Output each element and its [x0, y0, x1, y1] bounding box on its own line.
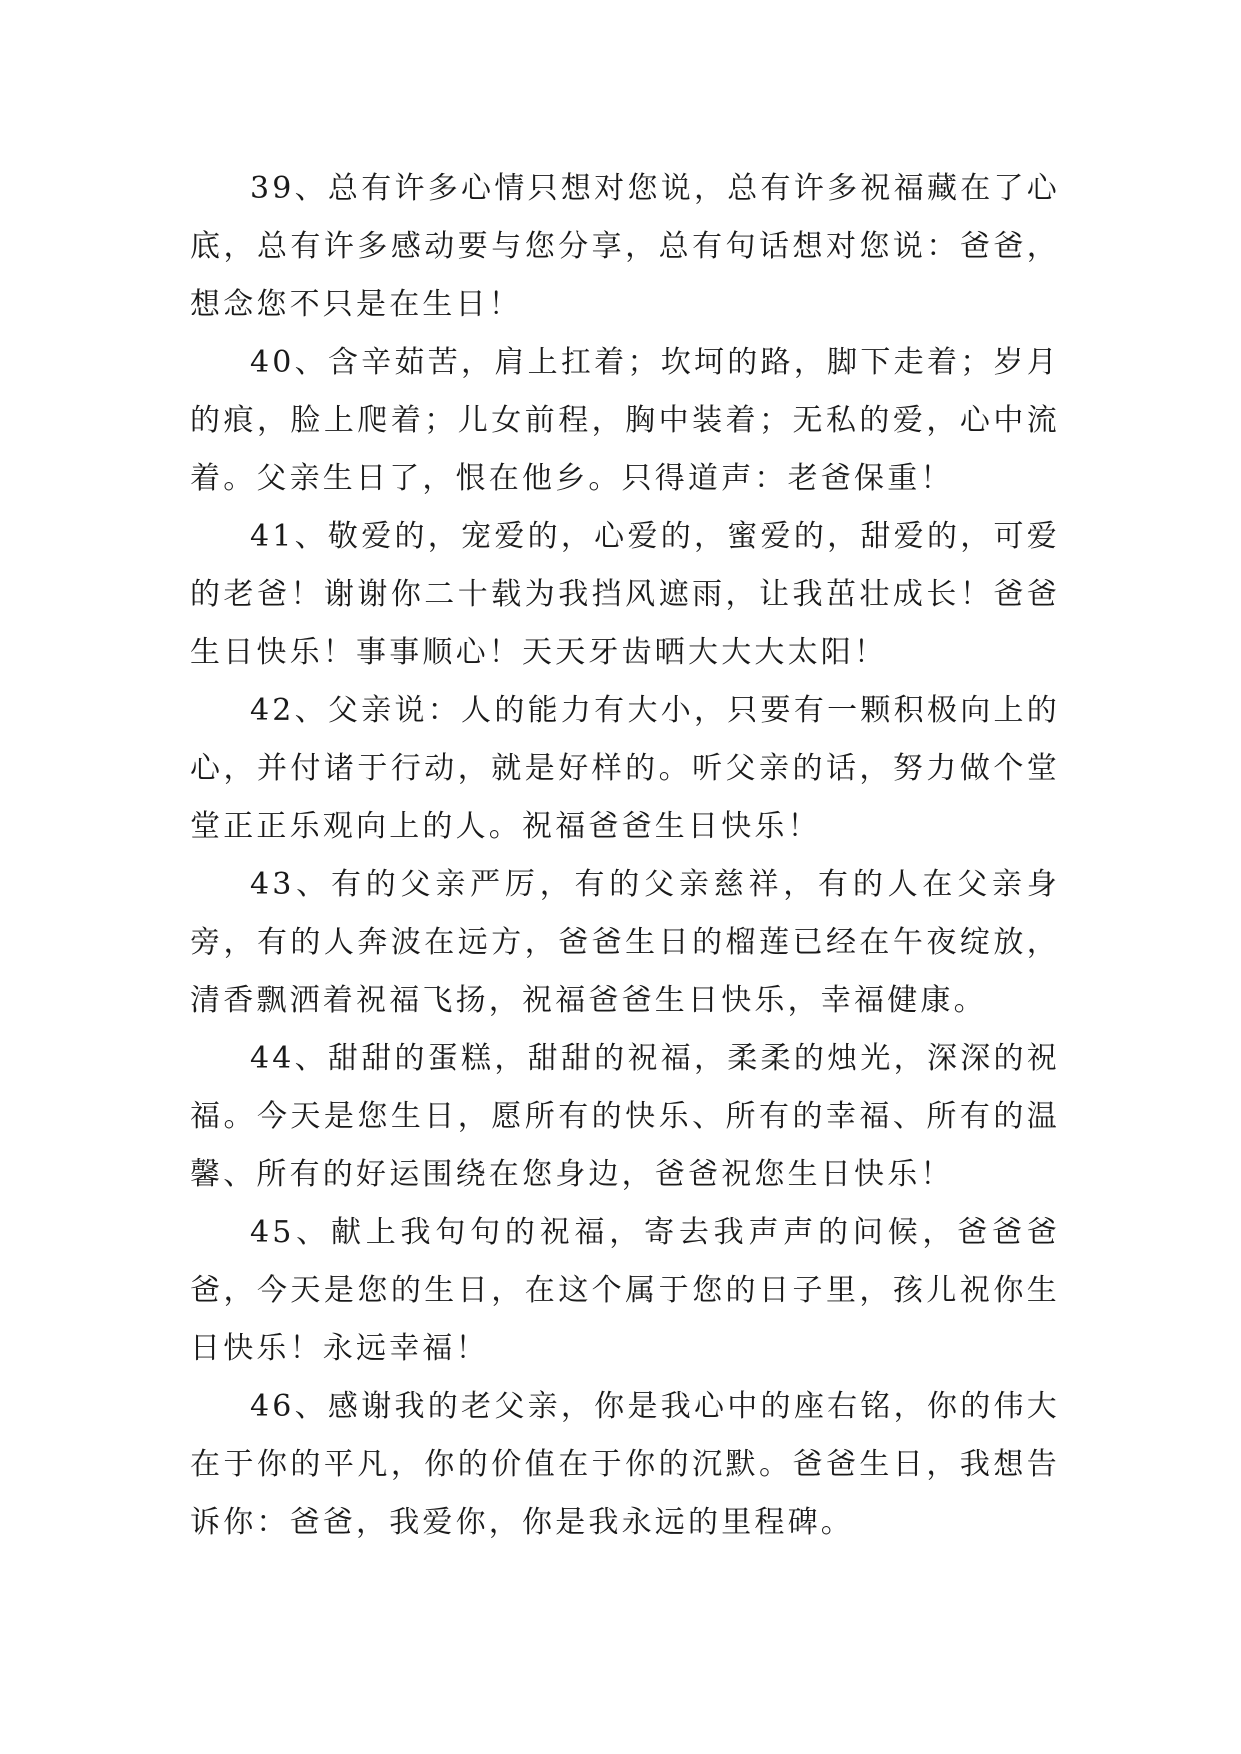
paragraph-46: 46、感谢我的老父亲，你是我心中的座右铭，你的伟大在于你的平凡，你的价值在于你的沉默。爸爸生日，我想告诉你：爸爸，我爱你，你是我永远的里程碑。: [190, 1389, 1060, 1540]
paragraph-39: 39、总有许多心情只想对您说，总有许多祝福藏在了心底，总有许多感动要与您分享，总有句话想对您说：爸爸，想念您不只是在生日！: [190, 171, 1060, 322]
paragraph-43: 43、有的父亲严厉，有的父亲慈祥，有的人在父亲身旁，有的人奔波在远方，爸爸生日的榴莲已经在午夜绽放，清香飘洒着祝福飞扬，祝福爸爸生日快乐，幸福健康。: [190, 867, 1060, 1018]
paragraph-41: 41、敬爱的，宠爱的，心爱的，蜜爱的，甜爱的，可爱的老爸！谢谢你二十载为我挡风遮雨，让我茁壮成长！爸爸生日快乐！事事顺心！天天牙齿晒大大大太阳！: [190, 519, 1060, 670]
paragraph-44: 44、甜甜的蛋糕，甜甜的祝福，柔柔的烛光，深深的祝福。今天是您生日，愿所有的快乐、所有的幸福、所有的温馨、所有的好运围绕在您身边，爸爸祝您生日快乐！: [190, 1041, 1060, 1192]
paragraph-45: 45、献上我句句的祝福，寄去我声声的问候，爸爸爸爸，今天是您的生日，在这个属于您的日子里，孩儿祝你生日快乐！永远幸福！: [190, 1215, 1060, 1366]
paragraph-40: 40、含辛茹苦，肩上扛着；坎坷的路，脚下走着；岁月的痕，脸上爬着；儿女前程，胸中装着；无私的爱，心中流着。父亲生日了，恨在他乡。只得道声：老爸保重！: [190, 345, 1060, 496]
paragraph-42: 42、父亲说：人的能力有大小，只要有一颗积极向上的心，并付诸于行动，就是好样的。听父亲的话，努力做个堂堂正正乐观向上的人。祝福爸爸生日快乐！: [190, 693, 1060, 844]
document-body: [190, 160, 1060, 1552]
